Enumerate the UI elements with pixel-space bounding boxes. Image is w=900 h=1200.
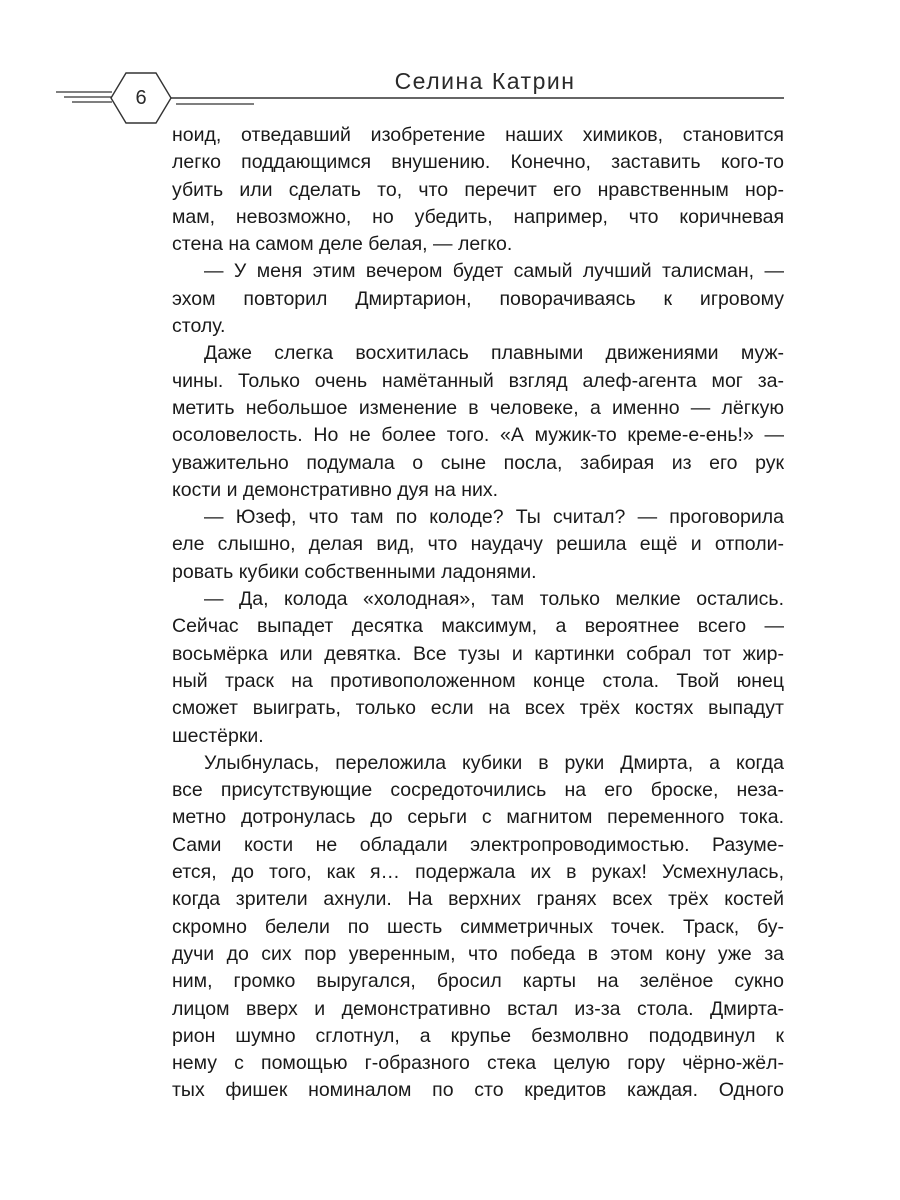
text-line: мам, невозможно, но убедить, например, что коричневая bbox=[172, 205, 784, 228]
text-line: кости и демонстративно дуя на них. bbox=[172, 478, 499, 501]
text-line: тых фишек номиналом по сто кредитов каждая. Одного bbox=[172, 1079, 784, 1102]
text-line: метно дотронулась до серьги с магнитом переменного тока. bbox=[172, 806, 784, 829]
body-text bbox=[172, 122, 784, 1105]
page-number: 6 bbox=[135, 87, 147, 109]
text-line: легко поддающимся внушению. Конечно, заставить кого-то bbox=[172, 151, 784, 174]
text-line: — Да, колода «холодная», там только мелкие остались. bbox=[204, 588, 784, 611]
text-line: ноид, отведавший изобретение наших химиков, становится bbox=[172, 124, 784, 146]
text-line: — Юзеф, что там по колоде? Ты считал? — проговорила bbox=[204, 506, 784, 529]
text-line: нему с помощью г-образного стека целую гору чёрно-жёл- bbox=[172, 1052, 784, 1075]
text-line: рион шумно сглотнул, а крупье безмолвно пододвинул к bbox=[172, 1024, 784, 1047]
text-line: все присутствующие сосредоточились на его броске, неза- bbox=[172, 779, 784, 802]
text-line: столу. bbox=[172, 315, 226, 338]
text-line: ется, до того, как я… подержала их в руках! Усмехнулась, bbox=[172, 861, 784, 884]
text-line: стена на самом деле белая, — легко. bbox=[172, 233, 513, 256]
text-line: ный траск на противоположенном конце стола. Твой юнец bbox=[172, 669, 784, 692]
text-line: лицом вверх и демонстративно встал из-за стола. Дмирта- bbox=[172, 997, 784, 1020]
text-line: Сами кости не обладали электропроводимостью. Разуме- bbox=[172, 833, 784, 856]
text-line: восьмёрка или девятка. Все тузы и картинки собрал тот жир- bbox=[172, 642, 784, 665]
text-line: уважительно подумала о сыне посла, забирая из его рук bbox=[172, 451, 784, 474]
text-line: метить небольшое изменение в человеке, а именно — лёгкую bbox=[172, 396, 784, 419]
running-head-author: Селина Катрин bbox=[394, 68, 576, 94]
text-line: Даже слегка восхитилась плавными движениями муж- bbox=[204, 342, 784, 365]
text-line: чины. Только очень намётанный взгляд алеф-агента мог за- bbox=[172, 369, 784, 392]
text-line: эхом повторил Дмиртарион, поворачиваясь к игровому bbox=[172, 287, 784, 310]
text-line: дучи до сих пор уверенным, что победа в этом кону уже за bbox=[172, 942, 784, 965]
text-line: скромно белели по шесть симметричных точек. Траск, бу- bbox=[172, 915, 784, 938]
text-line: сможет выиграть, только если на всех трёх костях выпадут bbox=[172, 697, 784, 720]
text-line: осоловелость. Но не более того. «А мужик-то креме-е-ень!» — bbox=[172, 424, 784, 447]
text-line: ним, громко выругался, бросил карты на зелёное сукно bbox=[172, 970, 784, 993]
text-line: еле слышно, делая вид, что наудачу решила ещё и отполи- bbox=[172, 533, 784, 556]
text-line: ровать кубики собственными ладонями. bbox=[172, 560, 537, 583]
page-header bbox=[0, 0, 900, 140]
text-line: когда зрители ахнули. На верхних гранях всех трёх костей bbox=[172, 888, 784, 911]
text-line: Сейчас выпадет десятка максимум, а вероятнее всего — bbox=[172, 615, 784, 638]
text-line: убить или сделать то, что перечит его нравственным нор- bbox=[172, 178, 784, 201]
text-line: — У меня этим вечером будет самый лучший талисман, — bbox=[204, 260, 784, 283]
text-line: шестёрки. bbox=[172, 724, 264, 747]
text-line: Улыбнулась, переложила кубики в руки Дмирта, а когда bbox=[204, 751, 784, 774]
